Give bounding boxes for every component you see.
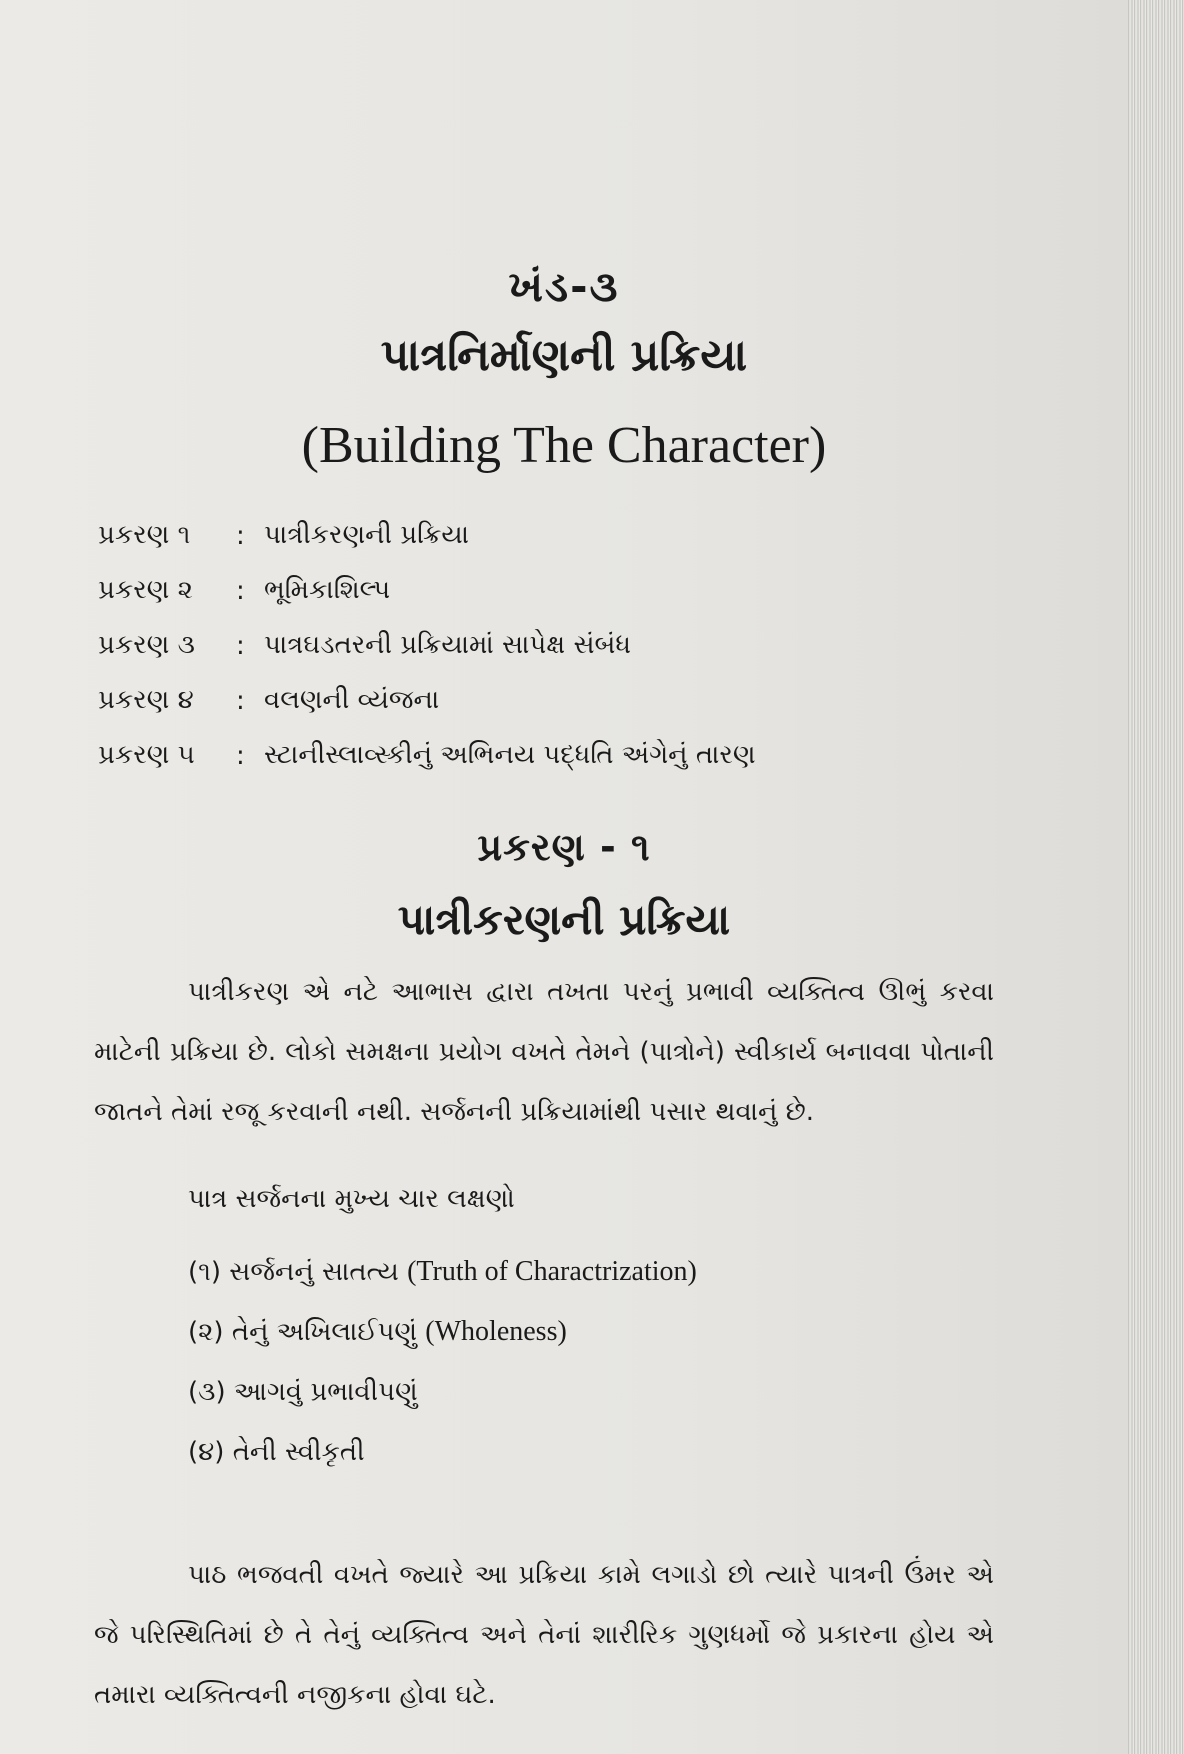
toc-chapter-label: પ્રકરણ ૫ [98, 740, 195, 770]
list-heading: પાત્ર સર્જનના મુખ્ય ચાર લક્ષણો [188, 1184, 515, 1214]
toc-chapter-title: ભૂમિકાશિલ્પ [264, 575, 391, 605]
toc-separator: : [236, 740, 245, 771]
list-item-number: (૧) [188, 1256, 222, 1287]
toc-chapter-title: વલણની વ્યંજના [264, 685, 440, 715]
toc-separator: : [236, 685, 245, 716]
toc-chapter-label: પ્રકરણ ૩ [98, 630, 195, 660]
chapter-title: પાત્રીકરણની પ્રક્રિયા [397, 895, 731, 944]
toc-separator: : [236, 575, 245, 606]
body-paragraph: પાઠ ભજવતી વખતે જ્યારે આ પ્રક્રિયા કામે લગાડો છો ત્યારે પાત્રની ઉંમર એ જે પરિસ્થિતિમાં છે તે તેનું વ્યક્તિત્વ અને તેનાં શારીરિક ગુણધર્મો જે પ્રકારના હોય એ તમારા વ્યક્તિત્વની નજીકના હોવા ઘટે. [94, 1560, 994, 1710]
list-item-text: તેની સ્વીકૃતી [232, 1436, 365, 1467]
page-edge-shadow [1128, 0, 1184, 1754]
toc-row [98, 618, 1048, 673]
toc-chapter-label: પ્રકરણ ૧ [98, 520, 191, 550]
part-heading: ખંડ-૩ [508, 262, 620, 311]
list-item-number: (૩) [188, 1376, 226, 1407]
toc-chapter-label: પ્રકરણ ૨ [98, 575, 193, 605]
list-item [188, 1242, 697, 1302]
toc-chapter-title: પાત્રઘડતરની પ્રક્રિયામાં સાપેક્ષ સંબંધ [264, 630, 631, 660]
list-item-english: (Truth of Charactrization) [407, 1256, 697, 1287]
list-item-text: સર્જનનું સાતત્ય [229, 1256, 399, 1287]
part-title-english: (Building The Character) [301, 417, 827, 474]
list-item [188, 1362, 697, 1422]
list-item [188, 1422, 697, 1482]
toc-chapter-title: પાત્રીકરણની પ્રક્રિયા [264, 520, 469, 550]
body-paragraph: પાત્રીકરણ એ નટે આભાસ દ્વારા તખતા પરનું પ્રભાવી વ્યક્તિત્વ ઊભું કરવા માટેની પ્રક્રિયા છે. લોકો સમક્ષના પ્રયોગ વખતે તેમને (પાત્રોને) સ્વીકાર્ય બનાવવા પોતાની જાતને તેમાં રજૂ કરવાની નથી. સર્જનની પ્રક્રિયામાંથી પસાર થવાનું છે. [94, 977, 994, 1127]
toc-separator: : [236, 630, 245, 661]
toc-row [98, 728, 1048, 783]
list-item-number: (૪) [188, 1436, 225, 1467]
list-item-text: આગવું પ્રભાવીપણું [233, 1376, 418, 1407]
list-item-english: (Wholeness) [425, 1316, 567, 1347]
list-item-text: તેનું અખિલાઈપણું [231, 1316, 418, 1347]
toc-row [98, 563, 1048, 618]
toc-row [98, 508, 1048, 563]
toc-chapter-title: સ્ટાનીસ્લાવ્સ્કીનું અભિનય પદ્ધતિ અંગેનું તારણ [264, 740, 756, 770]
toc-chapter-label: પ્રકરણ ૪ [98, 685, 194, 715]
characteristics-list [188, 1242, 697, 1482]
toc-separator: : [236, 520, 245, 551]
list-item [188, 1302, 697, 1362]
list-item-number: (૨) [188, 1316, 224, 1347]
table-of-contents [98, 508, 1048, 783]
toc-row [98, 673, 1048, 728]
part-title: પાત્રનિર્માણની પ્રક્રિયા [380, 330, 748, 381]
chapter-heading: પ્રકરણ - ૧ [477, 825, 651, 869]
